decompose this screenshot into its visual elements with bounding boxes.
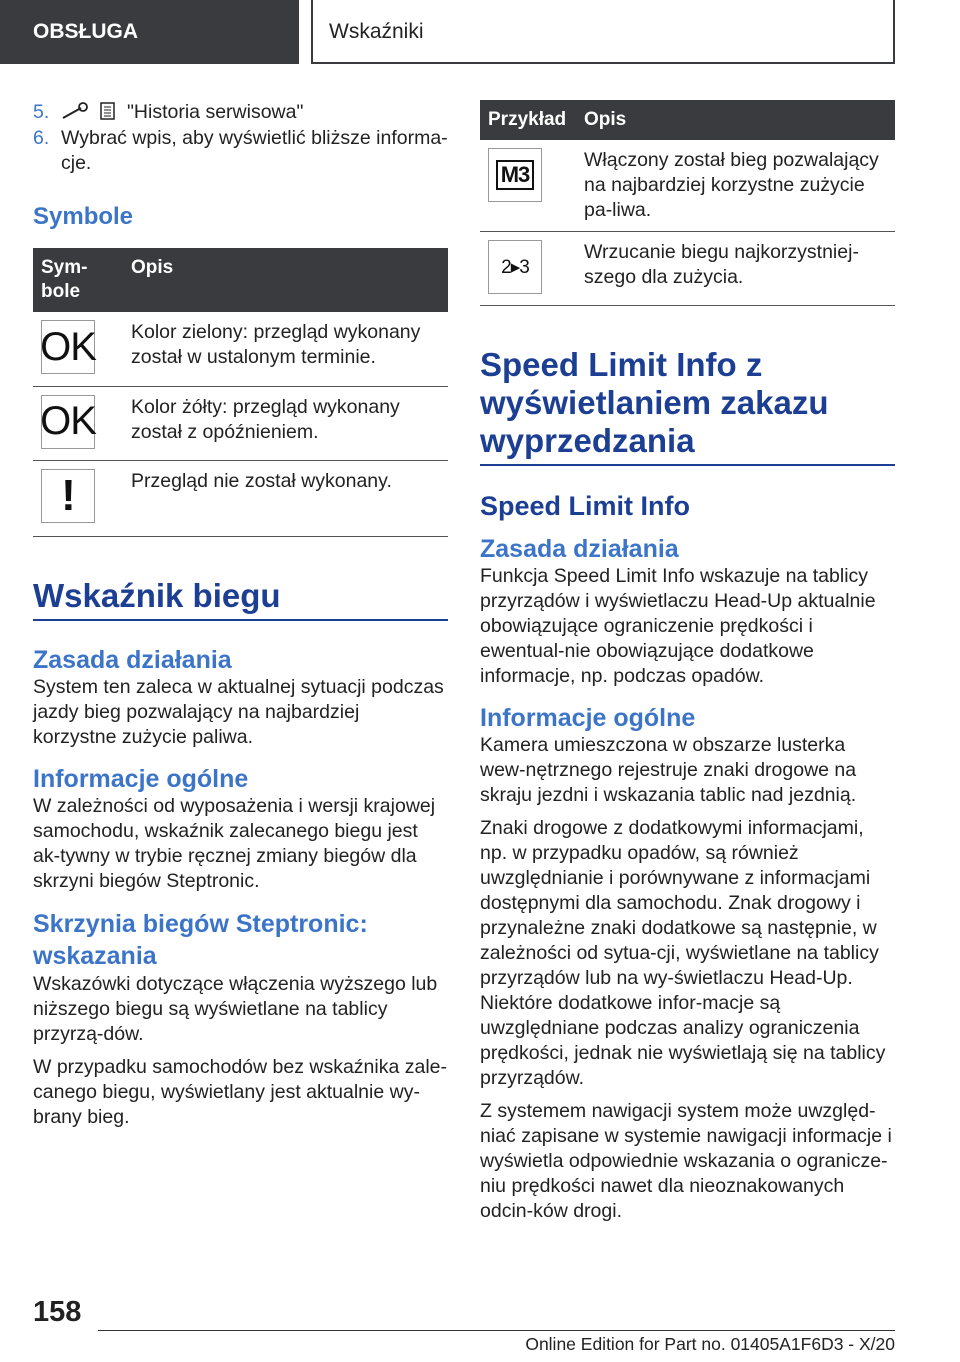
heading-steptronic: Skrzynia biegów Steptronic: wskazania (33, 909, 368, 970)
table-header-desc: Opis (123, 248, 448, 312)
symbols-table (33, 248, 448, 537)
chapter-title: Wskaźniki (311, 0, 895, 64)
gear-m3-icon: M3 (488, 148, 542, 202)
list-text: "Historia serwisowa" (127, 101, 304, 123)
table-row (33, 386, 448, 460)
ok-green-icon: OK (41, 320, 95, 374)
page-number: 158 (33, 1296, 82, 1328)
section-title: Speed Limit Info z wyświetlaniem zakazu wyprzedzania (480, 346, 829, 459)
exclamation-icon: ! (41, 469, 95, 523)
paragraph: Kamera umieszczona w obszarze lusterka wew-nętrznego rejestruje znaki drogowe na skraju jezdni i wskazania tablic nad jezdnią. (480, 734, 857, 806)
list-number: 6. (33, 127, 50, 149)
heading-info: Informacje ogólne (480, 704, 696, 732)
heading-zasada: Zasada działania (480, 535, 679, 563)
subsection-title: Speed Limit Info (480, 491, 691, 521)
right-column (480, 100, 895, 1224)
table-header-symbol: Sym-bole (33, 248, 123, 312)
table-cell-desc: Wrzucanie biegu najkorzystniej-szego dla zużycia. (576, 232, 895, 306)
section-tab: OBSŁUGA (0, 0, 299, 64)
table-cell-desc: Kolor zielony: przegląd wykonany został w ustalonym terminie. (123, 312, 448, 386)
list-text: Wybrać wpis, aby wyświetlić bliższe informa-cje. (61, 127, 448, 174)
paragraph: Znaki drogowe z dodatkowymi informacjami, np. w przypadku opadów, są również uwzględnianie i porównywane z informacjami dostępnymi dla samochodu. Znak drogowy i przynależne znaki dodatkowe są następnie, w zależności od sytua-cji, wyświetlane na tablicy przyrządów lub na wy-świetlaczu Head-Up. Niektóre dodatkowe infor-macje są uwzględniane podczas analizy ograniczenia prędkości, jednak nie wyświetlają się na tablicy przyrządów. (480, 817, 886, 1089)
table-row (480, 140, 895, 232)
heading-zasada: Zasada działania (33, 645, 232, 674)
table-header-desc: Opis (576, 100, 895, 140)
table-cell-desc: Przegląd nie został wykonany. (123, 460, 448, 536)
list-item (33, 126, 448, 176)
symbols-heading: Symbole (33, 203, 134, 230)
paragraph: System ten zaleca w aktualnej sytuacji podczas jazdy bieg pozwalający na najbardziej korzystne zużycie paliwa. (33, 675, 444, 748)
wrench-list-icon (61, 101, 121, 121)
paragraph: W zależności od wyposażenia i wersji krajowej samochodu, wskaźnik zalecanego biegu jest ak-tywny w trybie ręcznej zmiany biegów dla skrzyni biegów Steptronic. (33, 794, 436, 892)
list-number: 5. (33, 101, 50, 123)
table-cell-desc: Kolor żółty: przegląd wykonany został z opóźnieniem. (123, 386, 448, 460)
paragraph: Z systemem nawigacji system może uwzględ-niać zapisane w systemie nawigacji informacje i wyświetla odpowiednie wskazania o ogranicze-niu prędkości nawet dla nieoznakowanych odcin-ków drogi. (480, 1100, 892, 1222)
gear-shift-icon: 2▸3 (488, 240, 542, 294)
paragraph: W przypadku samochodów bez wskaźnika zale-canego biegu, wyświetlany jest aktualnie wy-brany bieg. (33, 1055, 448, 1128)
table-cell-desc: Włączony został bieg pozwalający na najbardziej korzystne zużycie pa-liwa. (576, 140, 895, 232)
footer-divider (98, 1330, 895, 1331)
paragraph: Funkcja Speed Limit Info wskazuje na tablicy przyrządów i wyświetlaczu Head-Up aktualnie obowiązujące ograniczenie prędkości i ewentual-nie obowiązujące dodatkowe informacje, np. podczas opadów. (480, 565, 876, 687)
footer-edition: Online Edition for Part no. 01405A1F6D3 - X/20 (525, 1334, 895, 1354)
table-row (480, 232, 895, 306)
paragraph: Wskazówki dotyczące włączenia wyższego lub niższego biegu są wyświetlane na tablicy przyrzą-dów. (33, 972, 438, 1045)
section-title: Wskaźnik biegu (33, 576, 281, 614)
ok-yellow-icon: OK (41, 395, 95, 449)
table-header-example: Przykład (480, 100, 576, 140)
list-item (33, 100, 448, 125)
heading-info: Informacje ogólne (33, 764, 249, 793)
table-row (33, 460, 448, 536)
table-row (33, 312, 448, 386)
example-table (480, 100, 895, 306)
left-column (33, 100, 448, 1130)
